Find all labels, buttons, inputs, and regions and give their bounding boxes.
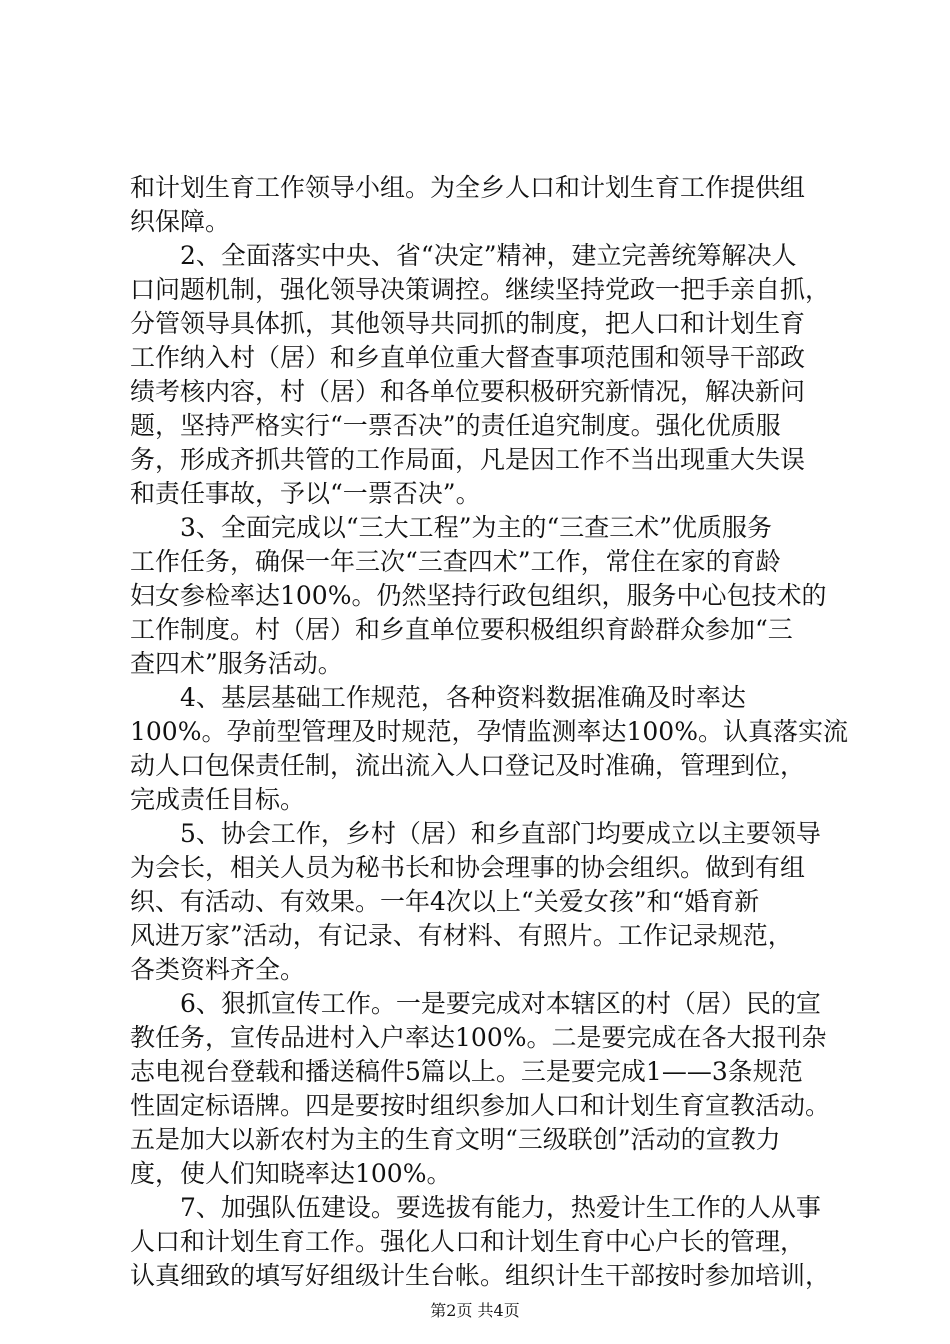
- body-text-line: 织、有活动、有效果。一年4次以上“关爱女孩”和“婚育新: [130, 887, 760, 916]
- body-text-line: 5、协会工作，乡村（居）和乡直部门均要成立以主要领导: [130, 819, 821, 848]
- body-text-line: 完成责任目标。: [130, 785, 306, 814]
- body-text-line: 性固定标语牌。四是要按时组织参加人口和计划生育宣教活动。: [130, 1091, 831, 1120]
- body-text-line: 分管领导具体抓，其他领导共同抓的制度，把人口和计划生育: [130, 309, 806, 338]
- body-text-line: 题，坚持严格实行“一票否决”的责任追究制度。强化优质服: [130, 411, 781, 440]
- body-text-line: 各类资料齐全。: [130, 955, 306, 984]
- body-text-line: 五是加大以新农村为主的生育文明“三级联创”活动的宣教力: [130, 1125, 781, 1154]
- body-text-line: 人口和计划生育工作。强化人口和计划生育中心户长的管理，: [130, 1227, 806, 1256]
- body-text-line: 工作任务，确保一年三次“三查四术”工作，常住在家的育龄: [130, 547, 781, 576]
- body-text-line: 和责任事故，予以“一票否决”。: [130, 479, 481, 508]
- page-number-footer: 第2页 共4页: [430, 1301, 520, 1320]
- body-text-line: 和计划生育工作领导小组。为全乡人口和计划生育工作提供组: [130, 173, 806, 202]
- body-text-line: 教任务，宣传品进村入户率达100%。二是要完成在各大报刊杂: [130, 1023, 827, 1052]
- body-text-line: 度，使人们知晓率达100%。: [130, 1159, 452, 1188]
- body-text-line: 务，形成齐抓共管的工作局面，凡是因工作不当出现重大失误: [130, 445, 806, 474]
- body-text-line: 4、基层基础工作规范，各种资料数据准确及时率达: [130, 683, 746, 712]
- body-text-line: 100%。孕前型管理及时规范，孕情监测率达100%。认真落实流: [130, 717, 848, 746]
- body-text-line: 工作纳入村（居）和乡直单位重大督查事项范围和领导干部政: [130, 343, 806, 372]
- body-text-line: 绩考核内容，村（居）和各单位要积极研究新情况，解决新问: [130, 377, 806, 406]
- body-text-line: 6、狠抓宣传工作。一是要完成对本辖区的村（居）民的宣: [130, 989, 821, 1018]
- body-text-line: 7、加强队伍建设。要选拔有能力，热爱计生工作的人从事: [130, 1193, 821, 1222]
- body-text-line: 2、全面落实中央、省“决定”精神，建立完善统筹解决人: [130, 241, 797, 270]
- body-text-line: 3、全面完成以“三大工程”为主的“三查三术”优质服务: [130, 513, 773, 542]
- body-text-line: 织保障。: [130, 207, 231, 236]
- body-text-line: 妇女参检率达100%。仍然坚持行政包组织，服务中心包技术的: [130, 581, 827, 610]
- body-text-line: 查四术”服务活动。: [130, 649, 343, 678]
- body-text-line: 认真细致的填写好组级计生台帐。组织计生干部按时参加培训，: [130, 1261, 831, 1290]
- body-text-line: 风进万家”活动，有记录、有材料、有照片。工作记录规范，: [130, 921, 793, 950]
- body-text-line: 志电视台登载和播送稿件5篇以上。三是要完成1——3条规范: [130, 1057, 803, 1086]
- body-text-line: 为会长，相关人员为秘书长和协会理事的协会组织。做到有组: [130, 853, 806, 882]
- body-text-line: 动人口包保责任制，流出流入人口登记及时准确，管理到位，: [130, 751, 806, 780]
- body-text-line: 工作制度。村（居）和乡直单位要积极组织育龄群众参加“三: [130, 615, 793, 644]
- body-text-line: 口问题机制，强化领导决策调控。继续坚持党政一把手亲自抓，: [130, 275, 831, 304]
